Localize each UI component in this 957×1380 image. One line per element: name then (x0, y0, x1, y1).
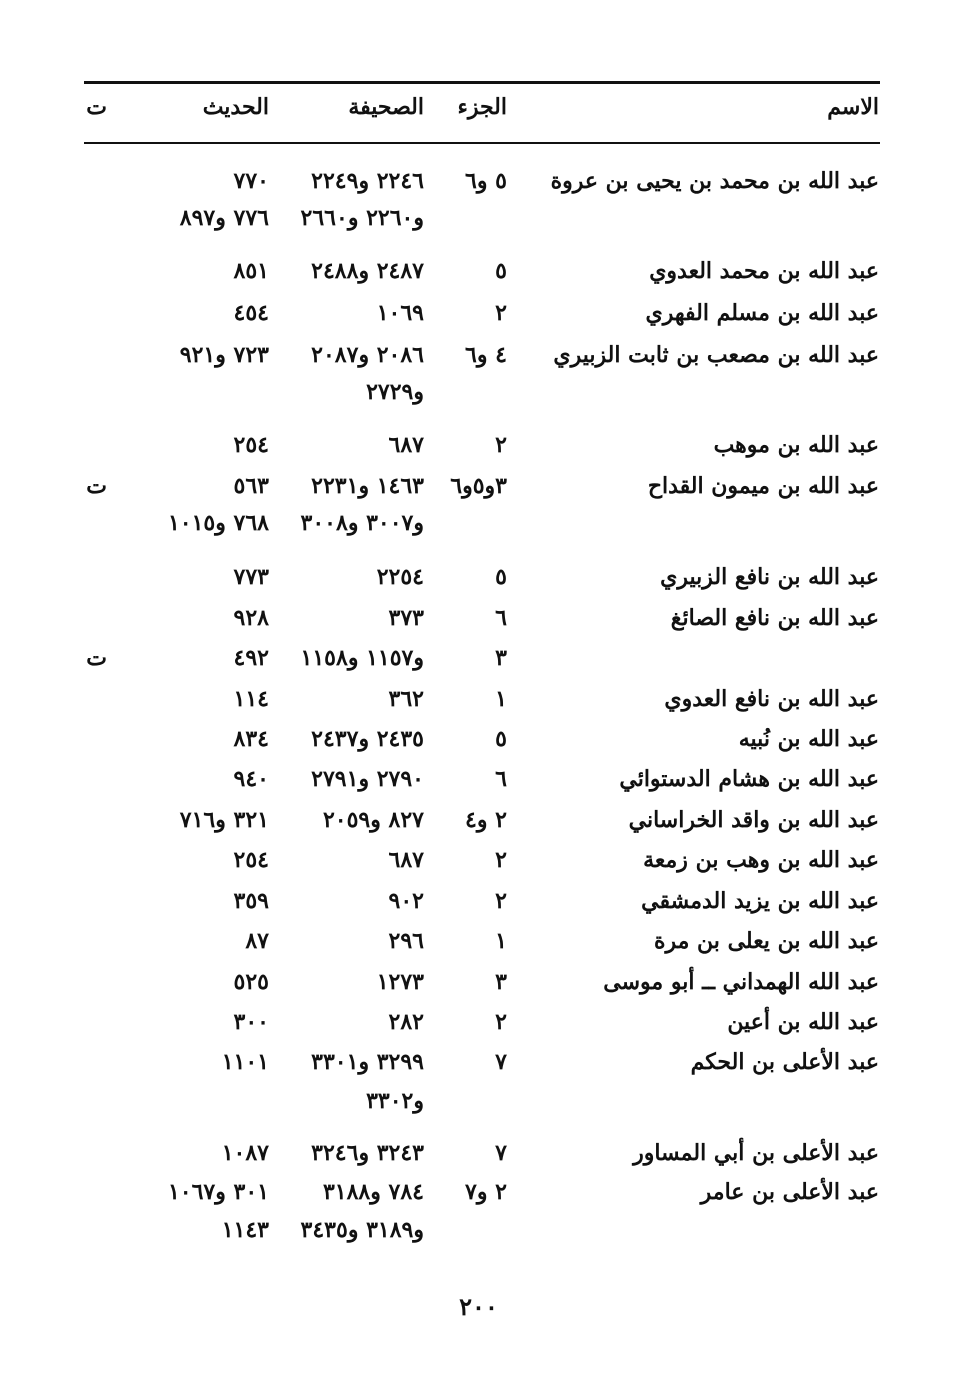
entry-volume: ٢ (495, 888, 507, 914)
entry-volume: ٥ (495, 564, 507, 590)
entry-hadith: ٧٧٣ (233, 564, 269, 590)
entry-name: عبد الأعلى بن أبي المساور (633, 1140, 879, 1166)
entry-volume: ٥ و٦ (465, 168, 507, 194)
entry-name: عبد الله الهمداني ــ أبو موسى (603, 969, 879, 995)
entry-name: عبد الله بن يعلى بن مرة (653, 928, 879, 954)
entry-page: و٢٧٢٩ (366, 379, 424, 405)
entry-name: عبد الله بن نافع الصائغ (670, 605, 879, 631)
entry-volume: ٢ (495, 432, 507, 458)
entry-hadith: ٢٥٤ (233, 847, 269, 873)
entry-hadith: ٢٥٤ (233, 432, 269, 458)
entry-name: عبد الله بن نافع العدوي (664, 686, 879, 712)
entry-volume: ٧ (495, 1140, 507, 1166)
entry-name: عبد الله بن هشام الدستوائي (619, 766, 879, 792)
entry-hadith: ٩٤٠ (233, 766, 269, 792)
entry-volume: ٢ و٤ (465, 807, 507, 833)
entry-name: عبد الله بن أعين (727, 1009, 879, 1035)
entry-name: عبد الأعلى بن الحكم (690, 1049, 879, 1075)
entry-name: عبد الله بن مصعب بن ثابت الزبيري (553, 342, 879, 368)
entry-volume: ٢ (495, 1009, 507, 1035)
entry-volume: ٦ (495, 766, 507, 792)
entry-name: عبد الله بن مسلم الفهري (645, 300, 879, 326)
header-page: الصحيفة (348, 94, 424, 120)
entry-volume: ٣ (495, 645, 507, 671)
entry-page: و١١٥٧ و١١٥٨ (300, 645, 424, 671)
entry-hadith: ١١٤٣ (221, 1217, 269, 1243)
entry-name: عبد الأعلى بن عامر (700, 1179, 879, 1205)
entry-hadith: ٨٥١ (233, 258, 269, 284)
entry-name: عبد الله بن وهب بن زمعة (643, 847, 879, 873)
entry-mark: ت (86, 473, 107, 499)
entry-volume: ٢ (495, 300, 507, 326)
entry-page: ٩٠٢ (388, 888, 424, 914)
entry-page: ٢٤٨٧ و٢٤٨٨ (311, 258, 424, 284)
entry-page: ٦٨٧ (388, 847, 424, 873)
entry-page: ١٤٦٣ و٢٢٣١ (311, 473, 424, 499)
entry-page: ٣٦٢ (388, 686, 424, 712)
entry-page: ٢٢٥٤ (376, 564, 424, 590)
page-number: ٢٠٠ (459, 1292, 498, 1321)
header-volume: الجزء (457, 94, 507, 120)
entry-page: ٢٤٣٥ و٢٤٣٧ (311, 726, 424, 752)
entry-hadith: ٣٠٠ (233, 1009, 269, 1035)
entry-page: ٣٢٩٩ و٣٣٠١ (311, 1049, 424, 1075)
entry-volume: ٢ (495, 847, 507, 873)
entry-page: ٨٢٧ و٢٠٥٩ (322, 807, 424, 833)
entry-hadith: ٧٢٣ و٩٢١ (179, 342, 269, 368)
entry-hadith: ٣٠١ و١٠٦٧ (167, 1179, 269, 1205)
header-hadith: الحديث (202, 94, 269, 120)
entry-hadith: ٤٥٤ (233, 300, 269, 326)
entry-page: ١٠٦٩ (376, 300, 424, 326)
entry-hadith: ١٠٨٧ (221, 1140, 269, 1166)
entry-name: عبد الله بن موهب (713, 432, 879, 458)
entry-hadith: ٧٧٦ و٨٩٧ (179, 205, 269, 231)
entry-page: ٢٢٤٦ و٢٢٤٩ (311, 168, 424, 194)
entry-volume: ٣ (495, 969, 507, 995)
entry-page: و٢٢٦٠ و٢٦٦٠ (300, 205, 424, 231)
entry-name: عبد الله بن محمد العدوي (649, 258, 879, 284)
entry-name: عبد الله بن يزيد الدمشقي (641, 888, 879, 914)
entry-hadith: ٨٣٤ (233, 726, 269, 752)
top-rule (84, 81, 880, 84)
entry-page: ٣٧٣ (388, 605, 424, 631)
entry-hadith: ٩٢٨ (233, 605, 269, 631)
header-name: الاسم (827, 94, 879, 120)
entry-page: ٢٨٢ (388, 1009, 424, 1035)
entry-page: ١٢٧٣ (376, 969, 424, 995)
entry-volume: ٦ (495, 605, 507, 631)
entry-page: ٢٠٨٦ و٢٠٨٧ (311, 342, 424, 368)
entry-volume: ٧ (495, 1049, 507, 1075)
entry-hadith: ٣٢١ و٧١٦ (179, 807, 269, 833)
entry-hadith: ١١٤ (233, 686, 269, 712)
entry-volume: ٤ و٦ (465, 342, 507, 368)
entry-hadith: ٤٩٢ (233, 645, 269, 671)
entry-name: عبد الله بن واقد الخراساني (628, 807, 879, 833)
entry-hadith: ٨٧ (245, 928, 269, 954)
entry-volume: ١ (495, 928, 507, 954)
entry-page: ٧٨٤ و٣١٨٨ (322, 1179, 424, 1205)
entry-name: عبد الله بن نافع الزبيري (660, 564, 879, 590)
entry-volume: ٥ (495, 258, 507, 284)
entry-hadith: ٧٦٨ و١٠١٥ (167, 510, 269, 536)
entry-page: و٣٠٠٧ و٣٠٠٨ (300, 510, 424, 536)
header-rule (84, 142, 880, 144)
entry-page: ٣٢٤٣ و٣٢٤٦ (311, 1140, 424, 1166)
entry-hadith: ٥٦٣ (233, 473, 269, 499)
header-mark: ت (86, 94, 107, 120)
entry-name: عبد الله بن ميمون القداح (647, 473, 879, 499)
entry-page: ٢٩٦ (388, 928, 424, 954)
entry-volume: ٢ و٧ (465, 1179, 507, 1205)
entry-name: عبد الله بن نُبيه (738, 726, 879, 752)
entry-volume: ٥ (495, 726, 507, 752)
entry-hadith: ٧٧٠ (233, 168, 269, 194)
entry-page: ٢٧٩٠ و٢٧٩١ (311, 766, 424, 792)
entry-hadith: ١١٠١ (221, 1049, 269, 1075)
entry-hadith: ٥٢٥ (233, 969, 269, 995)
entry-page: و٣٣٠٢ (366, 1088, 424, 1114)
entry-volume: ١ (495, 686, 507, 712)
entry-mark: ت (86, 645, 107, 671)
entry-volume: ٣و٥و٦ (450, 473, 507, 499)
entry-page: و٣١٨٩ و٣٤٣٥ (300, 1217, 424, 1243)
entry-page: ٦٨٧ (388, 432, 424, 458)
entry-hadith: ٣٥٩ (233, 888, 269, 914)
entry-name: عبد الله بن محمد بن يحيى بن عروة (550, 168, 879, 194)
